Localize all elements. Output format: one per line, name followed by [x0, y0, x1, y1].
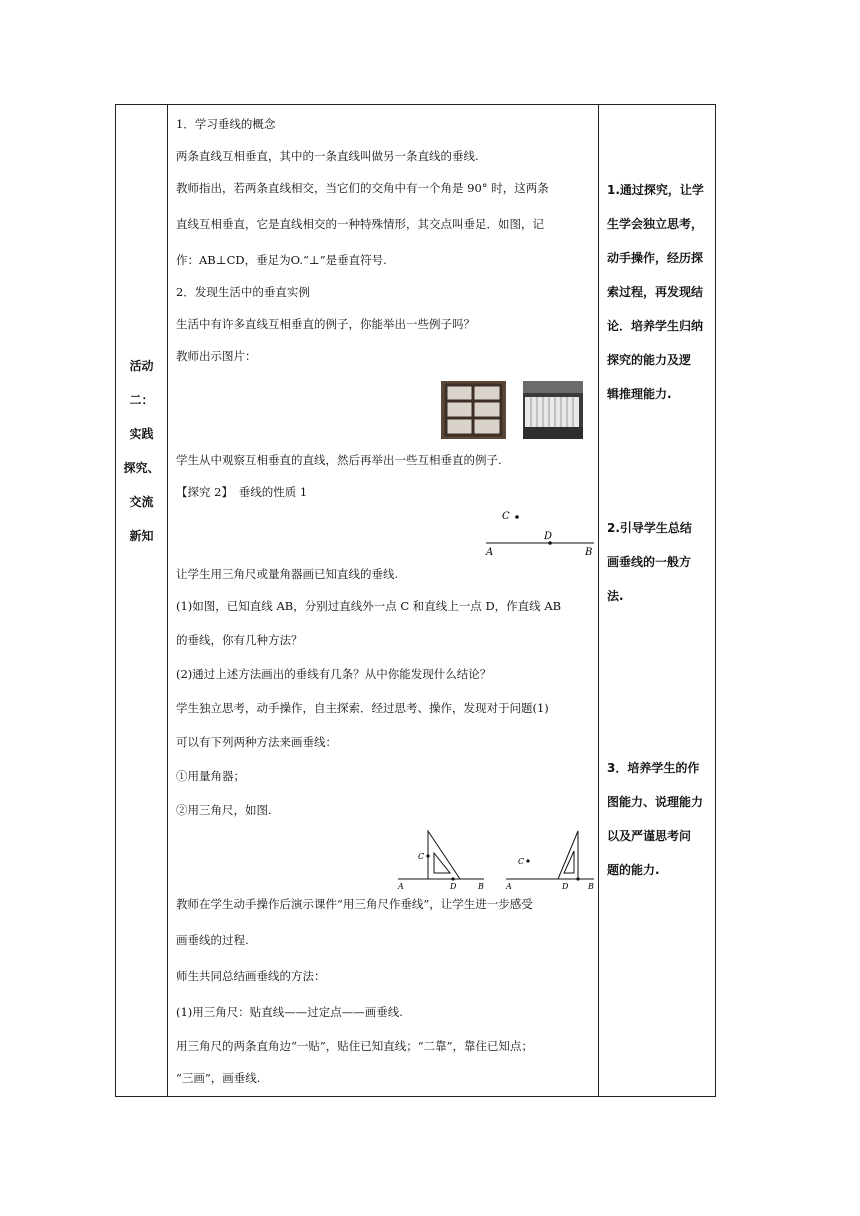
- fence-image: [523, 381, 583, 439]
- activity-label: 二：: [129, 393, 154, 407]
- note-line: 图能力、说理能力: [607, 795, 704, 809]
- text-line: 教师指出，若两条直线相交，当它们的交角中有一个角是 90° 时，这两条: [176, 181, 549, 195]
- content-column: [168, 105, 598, 1096]
- section-heading: 【探究 2】 垂线的性质 1: [176, 485, 308, 499]
- label-c: C: [418, 852, 425, 861]
- text-line: ②用三角尺，如图.: [176, 803, 272, 817]
- note-line: 动手操作，经历探: [607, 251, 704, 265]
- note-line: 画垂线的一般方: [607, 555, 692, 569]
- text-line: ①用量角器；: [176, 769, 245, 783]
- text-line: 用三角尺的两条直角边“一贴”，贴住已知直线；“二靠”，靠住已知点；: [176, 1039, 534, 1053]
- label-b: B: [585, 547, 593, 558]
- note-line: 2.引导学生总结: [607, 521, 692, 535]
- section-heading: 2．发现生活中的垂直实例: [176, 285, 310, 299]
- note-line: 3．培养学生的作: [607, 761, 700, 775]
- label-c: C: [502, 511, 510, 522]
- window-image: [441, 381, 506, 439]
- note-line: 以及严谨思考问: [607, 829, 692, 843]
- lesson-table: [115, 104, 716, 1097]
- note-line: 1.通过探究，让学: [607, 183, 704, 197]
- note-line: 生学会独立思考，: [607, 217, 704, 231]
- label-a: A: [486, 547, 494, 558]
- label-c: C: [518, 857, 525, 866]
- activity-label: 新知: [129, 529, 154, 543]
- text-line: “三画”，画垂线.: [176, 1071, 261, 1085]
- text-line: (1)如图，已知直线 AB，分别过直线外一点 C 和直线上一点 D，作直线 AB: [176, 599, 562, 613]
- text-line: 的垂线，你有几种方法？: [176, 633, 303, 647]
- text-line: 教师在学生动手操作后演示课件“用三角尺作垂线”，让学生进一步感受: [176, 897, 533, 911]
- text-line: 画垂线的过程.: [176, 933, 249, 947]
- activity-label-column: [116, 105, 167, 1096]
- note-line: 论．培养学生归纳: [607, 319, 704, 333]
- text-line: 学生从中观察互相垂直的直线，然后再举出一些互相垂直的例子.: [176, 453, 502, 467]
- text-line: 让学生用三角尺或量角器画已知直线的垂线.: [176, 567, 399, 581]
- text-line: 两条直线互相垂直，其中的一条直线叫做另一条直线的垂线.: [176, 149, 479, 163]
- notes-column: [600, 105, 716, 1096]
- note-line: 法.: [607, 589, 624, 603]
- text-line: 可以有下列两种方法来画垂线：: [176, 735, 337, 749]
- text-line: 作：AB⊥CD，垂足为O.“⊥”是垂直符号.: [176, 253, 387, 267]
- activity-label: 探究、: [123, 461, 160, 475]
- text-line: 生活中有许多直线互相垂直的例子，你能举出一些例子吗？: [176, 317, 475, 331]
- label-a: A: [398, 882, 404, 891]
- note-line: 辑推理能力.: [607, 387, 672, 401]
- note-line: 题的能力.: [607, 863, 660, 877]
- text-line: 直线互相垂直，它是直线相交的一种特殊情形，其交点叫垂足．如图，记: [176, 217, 544, 231]
- activity-label: 实践: [129, 427, 154, 441]
- label-a: A: [506, 882, 512, 891]
- figure-set-square-left: [396, 829, 486, 891]
- text-line: 学生独立思考，动手操作，自主探索．经过思考、操作，发现对于问题(1): [176, 701, 549, 715]
- label-b: B: [478, 882, 484, 891]
- figure-line-ab: [484, 505, 596, 560]
- column-divider: [598, 105, 599, 1096]
- note-line: 索过程，再发现结: [607, 285, 704, 299]
- activity-label: 活动: [129, 359, 154, 373]
- note-line: 探究的能力及逻: [607, 353, 692, 367]
- text-line: 教师出示图片：: [176, 349, 257, 363]
- figure-set-square-right: [504, 829, 596, 891]
- activity-label: 交流: [129, 495, 154, 509]
- section-heading: 1．学习垂线的概念: [176, 117, 276, 131]
- text-line: (1)用三角尺：贴直线——过定点——画垂线.: [176, 1005, 403, 1019]
- label-d: D: [450, 882, 457, 891]
- text-line: 师生共同总结画垂线的方法：: [176, 969, 326, 983]
- label-d: D: [544, 531, 553, 542]
- label-b: B: [588, 882, 594, 891]
- text-line: (2)通过上述方法画出的垂线有几条？从中你能发现什么结论？: [176, 667, 492, 681]
- label-d: D: [562, 882, 569, 891]
